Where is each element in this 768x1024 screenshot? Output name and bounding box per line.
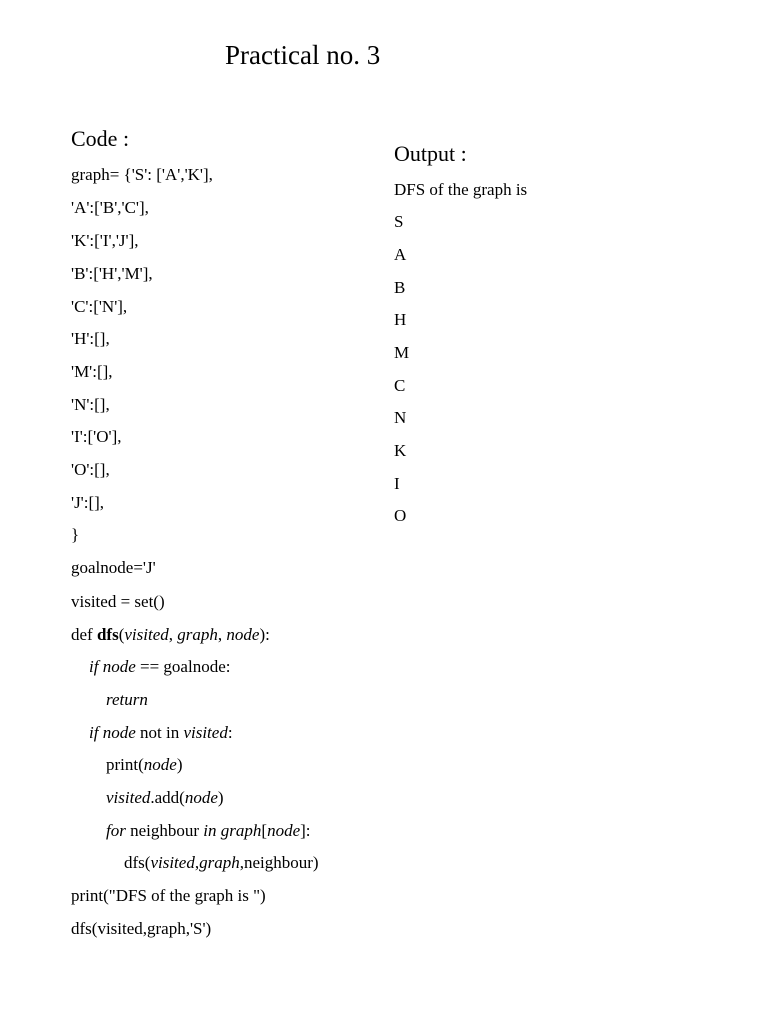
code-line-call: dfs(visited,graph,'S')	[71, 919, 212, 938]
code-line-def: def dfs(visited, graph, node):	[71, 625, 270, 644]
code-line-print: print("DFS of the graph is ")	[71, 886, 266, 905]
function-name: dfs	[96, 625, 119, 644]
code-line-if-visited: if node not in visited:	[89, 723, 233, 742]
output-node: O	[394, 506, 407, 525]
code-line-for: for neighbour in graph[node]:	[106, 821, 311, 840]
output-node: C	[394, 376, 406, 395]
output-node: M	[394, 343, 410, 362]
code-line: 'N':[],	[71, 395, 110, 414]
code-line: 'I':['O'],	[71, 427, 122, 446]
code-line: }	[71, 525, 80, 544]
code-line: 'J':[],	[71, 493, 105, 512]
code-line-add: visited.add(node)	[106, 788, 224, 807]
def-keyword: def	[71, 625, 97, 644]
output-heading: Output :	[394, 141, 467, 166]
code-line: 'B':['H','M'],	[71, 264, 153, 283]
code-line: 'K':['I','J'],	[71, 231, 139, 250]
code-heading: Code :	[71, 126, 130, 151]
code-line: 'H':[],	[71, 329, 110, 348]
code-line: graph= {'S': ['A','K'],	[71, 165, 213, 184]
output-node: K	[394, 441, 407, 460]
code-line: 'M':[],	[71, 362, 113, 381]
code-line: 'C':['N'],	[71, 297, 128, 316]
output-node: N	[394, 408, 407, 427]
code-line-print-node: print(node)	[106, 755, 183, 774]
output-node: S	[394, 212, 404, 231]
code-line-recursive-call: dfs(visited,graph,neighbour)	[124, 853, 319, 872]
code-line: visited = set()	[71, 592, 165, 611]
output-node: H	[394, 310, 407, 329]
code-line-return: return	[106, 690, 148, 709]
output-node: A	[394, 245, 407, 264]
code-line: 'A':['B','C'],	[71, 198, 149, 217]
code-line: 'O':[],	[71, 460, 110, 479]
output-line: DFS of the graph is	[394, 180, 528, 199]
code-line: goalnode='J'	[71, 558, 156, 577]
output-node: I	[394, 474, 400, 493]
output-node: B	[394, 278, 406, 297]
code-line-if-goal: if node == goalnode:	[89, 657, 231, 676]
page-title: Practical no. 3	[225, 40, 381, 70]
